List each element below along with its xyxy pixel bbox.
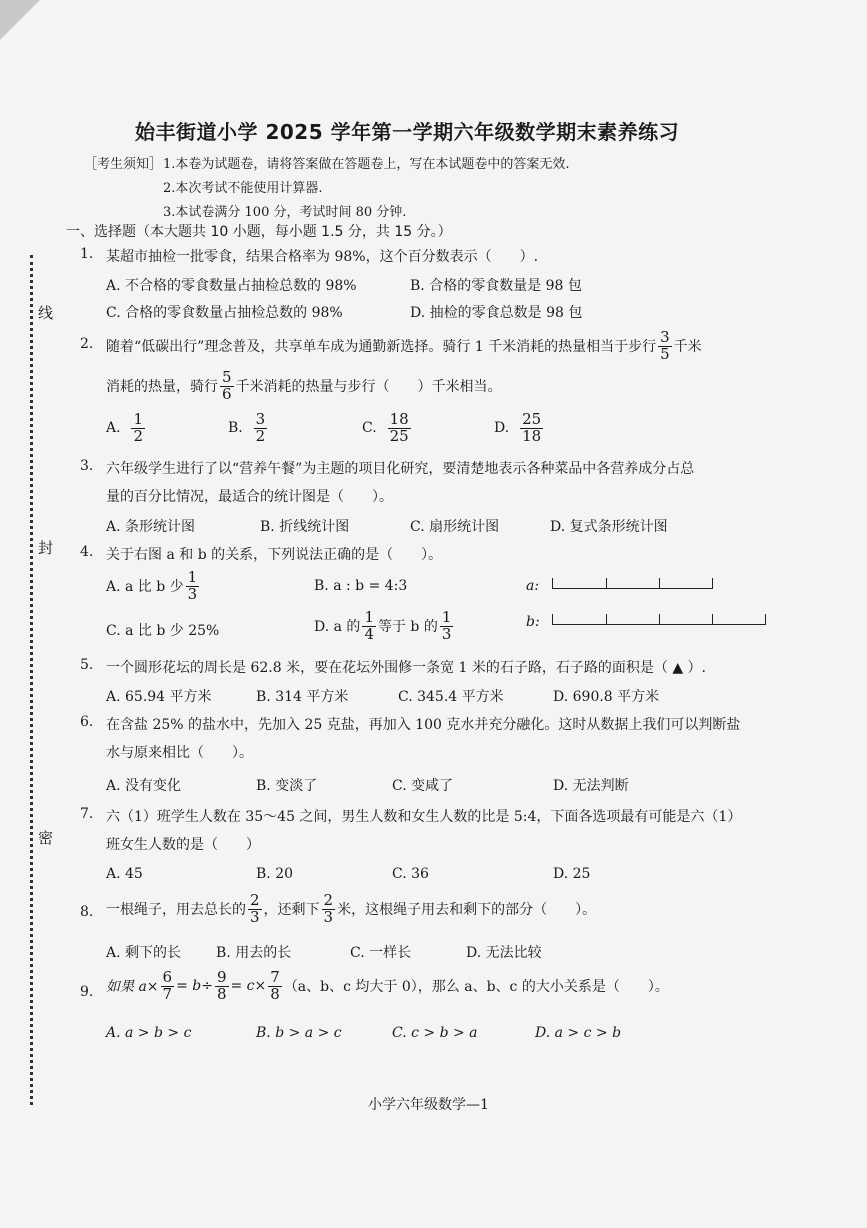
option: D. 690.8 平方米: [553, 689, 660, 705]
q2-line1: 随着“低碳出行”理念普及，共享单车成为通勤新选择。骑行 1 千米消耗的热量相当于步行: [106, 339, 657, 356]
notice-item: 2.本次考试不能使用计算器.: [163, 181, 323, 196]
bar-b: [552, 614, 766, 625]
binding-mark-xian: 线: [38, 300, 53, 325]
question-text: 如果 a× $\frac{6}{7}$ = b÷ $\frac{9}{8}$ = c× $\frac{7}{8}$ （a、b、c 均大于 0），那么 a、b、c 的大小关系是（ ）。: [106, 968, 669, 1003]
question-text: 消耗的热量，骑行 $\frac{5}{6}$ 千米消耗的热量与步行（ ）千米相当。: [106, 368, 502, 403]
option: B. a : b = 4:3: [314, 578, 408, 594]
option: C. 合格的零食数量占抽检总数的 98%: [106, 305, 343, 321]
question-text: 六年级学生进行了以“营养午餐”为主题的项目化研究，要清楚地表示各种菜品中各营养成分占总: [106, 461, 695, 477]
option: A. 条形统计图: [106, 519, 196, 535]
notice-label: ［考生须知］: [84, 157, 163, 172]
question-number: 2.: [80, 336, 94, 352]
option: C. 扇形统计图: [410, 519, 500, 535]
option: D. 无法判断: [553, 778, 629, 794]
option: C. 36: [392, 866, 429, 882]
option: A. 45: [106, 866, 143, 882]
question-number: 5.: [80, 657, 94, 673]
option: D. 无法比较: [466, 945, 542, 961]
question-number: 8.: [80, 904, 94, 920]
question-text: 水与原来相比（ ）。: [106, 745, 253, 761]
option: C. c > b > a: [392, 1025, 478, 1041]
option: B. b > a > c: [256, 1025, 342, 1041]
fraction: $\frac{3}{5}$: [660, 328, 670, 363]
option: B. 用去的长: [216, 945, 292, 961]
question-text: 随着“低碳出行”理念普及，共享单车成为通勤新选择。骑行 1 千米消耗的热量相当于步行 $\frac{3}{5}$ 千米: [106, 328, 702, 363]
option: A. a > b > c: [106, 1025, 192, 1041]
question-number: 1.: [80, 246, 94, 262]
option: C. 一样长: [350, 945, 412, 961]
question-number: 3.: [80, 458, 94, 474]
option: A. 没有变化: [106, 778, 182, 794]
binding-dotted-line: [30, 255, 33, 1105]
section-heading: 一、选择题（本大题共 10 小题，每小题 1.5 分，共 15 分。）: [66, 224, 452, 240]
option: D. $\frac{25}{18}$: [494, 410, 542, 445]
option: A. 剩下的长: [106, 945, 182, 961]
page-footer: 小学六年级数学—1: [368, 1097, 489, 1113]
option: A. $\frac{1}{2}$: [106, 410, 144, 445]
bar-a: [552, 578, 713, 589]
binding-mark-mi: 密: [38, 825, 53, 850]
question-text: 六（1）班学生人数在 35～45 之间，男生人数和女生人数的比是 5:4，下面各选项最有可能是六（1）: [106, 809, 742, 825]
option: D. a 的 $\frac{1}{4}$ 等于 b 的 $\frac{1}{3}$: [314, 608, 452, 643]
notice-item: 1.本卷为试题卷，请将答案做在答题卷上，写在本试题卷中的答案无效.: [163, 157, 570, 172]
question-text: 一根绳子，用去总长的 $\frac{2}{3}$ ，还剩下 $\frac{2}{3}$ 米，这根绳子用去和剩下的部分（ ）。: [106, 891, 597, 926]
binding-mark-feng: 封: [38, 535, 53, 560]
fraction: $\frac{5}{6}$: [222, 368, 232, 403]
question-text: 量的百分比情况，最适合的统计图是（ ）。: [106, 489, 393, 505]
bar-b-label: b:: [526, 614, 540, 630]
option: D. a > c > b: [535, 1025, 622, 1041]
notice-item: 3.本试卷满分 100 分，考试时间 80 分钟.: [163, 205, 407, 220]
question-number: 9.: [80, 984, 94, 1000]
option: B. 314 平方米: [256, 689, 349, 705]
question-number: 4.: [80, 544, 94, 560]
question-text: 一个圆形花坛的周长是 62.8 米，要在花坛外围修一条宽 1 米的石子路，石子路的面积是（ ▲ ）.: [106, 660, 706, 676]
option: C. 345.4 平方米: [398, 689, 504, 705]
page-title: 始丰街道小学 2025 学年第一学期六年级数学期末素养练习: [135, 120, 680, 144]
bar-a-label: a:: [526, 578, 540, 594]
question-number: 7.: [80, 806, 94, 822]
option: A. 65.94 平方米: [106, 689, 212, 705]
option: B. 变淡了: [256, 778, 318, 794]
question-text: 某超市抽检一批零食，结果合格率为 98%，这个百分数表示（ ）.: [106, 249, 539, 265]
option: C. $\frac{18}{25}$: [362, 410, 409, 445]
question-text: 在含盐 25% 的盐水中，先加入 25 克盐，再加入 100 克水并充分融化。这时从数据上我们可以判断盐: [106, 717, 741, 733]
option: B. $\frac{3}{2}$: [228, 410, 266, 445]
option: B. 合格的零食数量是 98 包: [410, 278, 582, 294]
scan-corner-mark: [0, 0, 40, 40]
option: B. 折线统计图: [260, 519, 350, 535]
option: A. a 比 b 少 $\frac{1}{3}$: [106, 568, 198, 603]
option: C. 变咸了: [392, 778, 454, 794]
option: D. 复式条形统计图: [550, 519, 668, 535]
option: D. 25: [553, 866, 591, 882]
option: D. 抽检的零食总数是 98 包: [410, 305, 583, 321]
question-text: 关于右图 a 和 b 的关系，下列说法正确的是（ ）。: [106, 547, 443, 563]
option: C. a 比 b 少 25%: [106, 623, 220, 639]
question-number: 6.: [80, 714, 94, 730]
option: B. 20: [256, 866, 294, 882]
option: A. 不合格的零食数量占抽检总数的 98%: [106, 278, 357, 294]
question-text: 班女生人数的是（ ）: [106, 837, 260, 853]
